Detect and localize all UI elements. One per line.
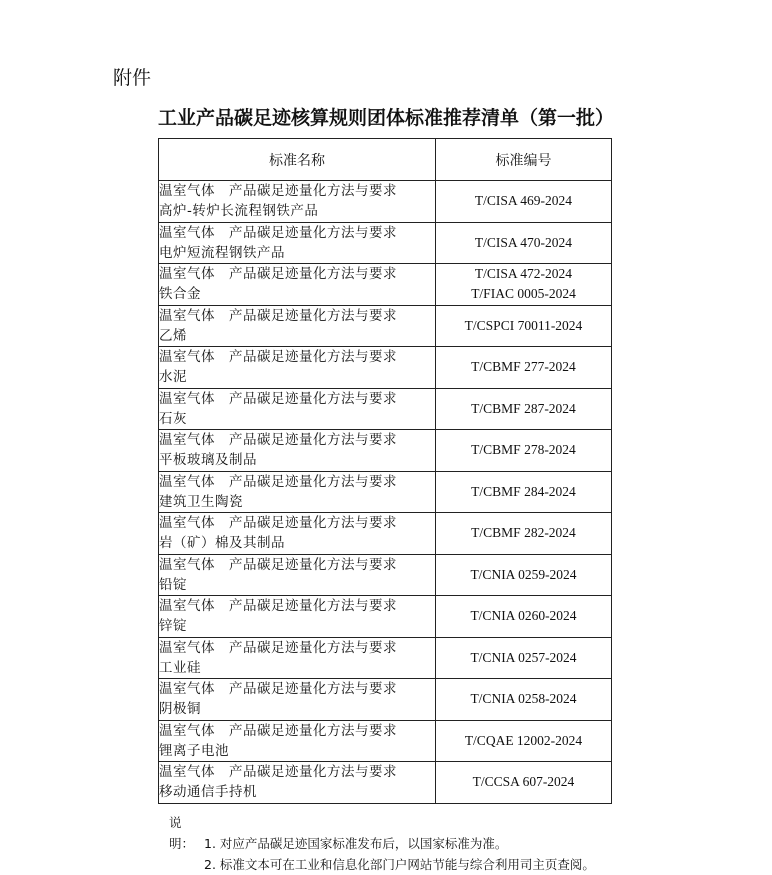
standard-name-line: 温室气体 产品碳足迹量化方法与要求 [159,681,397,698]
standard-code-cell [436,181,612,223]
standard-code: T/CNIA 0258-2024 [470,691,577,707]
standard-name-line: 平板玻璃及制品 [159,452,257,469]
standard-code: T/CISA 469-2024 [474,193,573,209]
table-row [159,222,612,264]
standard-name-line: 温室气体 产品碳足迹量化方法与要求 [159,349,397,366]
standard-code: T/CNIA 0257-2024 [470,649,577,665]
standard-name-line: 铁合金 [159,286,201,303]
standard-code: T/CNIA 0259-2024 [470,566,577,582]
standard-name-cell [159,679,436,721]
column-header-name: 标准名称 [159,139,436,181]
standard-code: T/FIAC 0005-2024 [471,286,576,302]
standard-code-cell [436,720,612,762]
standard-code: T/CNIA 0260-2024 [470,608,577,624]
table-row [159,388,612,430]
notes [169,812,595,875]
standard-name-line: 温室气体 产品碳足迹量化方法与要求 [159,307,397,324]
standard-name-line: 工业硅 [159,659,201,676]
column-header-code: 标准编号 [436,139,612,181]
standard-name-cell [159,264,436,306]
standard-name-line: 温室气体 产品碳足迹量化方法与要求 [159,224,397,241]
standard-code: T/CISA 472-2024 [474,266,573,282]
standard-code-cell [436,513,612,555]
standard-name-line: 建筑卫生陶瓷 [159,493,243,510]
standard-code-cell [436,347,612,389]
standard-name-line: 高炉-转炉长流程钢铁产品 [159,203,319,220]
standard-code-cell [436,430,612,472]
table-header-row [159,139,612,181]
table-row [159,679,612,721]
standard-name-line: 温室气体 产品碳足迹量化方法与要求 [159,722,397,739]
standard-code-cell [436,762,612,804]
standard-name-cell [159,305,436,347]
table-row [159,762,612,804]
standard-name-cell [159,637,436,679]
standard-code-cell [436,305,612,347]
standard-code: T/CBMF 277-2024 [471,359,576,375]
standard-name-cell [159,554,436,596]
standard-name-line: 温室气体 产品碳足迹量化方法与要求 [159,473,397,490]
standard-name-line: 温室气体 产品碳足迹量化方法与要求 [159,390,397,407]
standard-name-line: 阴极铜 [159,701,201,718]
note-2 [169,854,595,875]
standard-name-cell [159,762,436,804]
standard-code-cell [436,679,612,721]
standard-name-cell [159,471,436,513]
standard-name-line: 温室气体 产品碳足迹量化方法与要求 [159,432,397,449]
standards-table [158,138,612,804]
standard-name-line: 锌锭 [159,618,187,635]
standard-code-cell [436,471,612,513]
table-row [159,471,612,513]
table-row [159,264,612,306]
table-row [159,430,612,472]
standard-code: T/CBMF 278-2024 [471,442,576,458]
standard-name-line: 温室气体 产品碳足迹量化方法与要求 [159,639,397,656]
note-1 [169,812,595,854]
standard-code: T/CCSA 607-2024 [472,774,575,790]
standard-name-line: 乙烯 [159,327,187,344]
standard-name-cell [159,720,436,762]
table-row [159,596,612,638]
standard-code: T/CSPCI 70011-2024 [464,317,583,333]
standard-name-cell [159,347,436,389]
standard-name-line: 温室气体 产品碳足迹量化方法与要求 [159,183,397,200]
standard-code: T/CISA 470-2024 [474,234,573,250]
note-text: 2. 标准文本可在工业和信息化部门户网站节能与综合利用司主页查阅。 [204,857,595,872]
standard-name-cell [159,596,436,638]
note-text: 1. 对应产品碳足迹国家标准发布后，以国家标准为准。 [204,836,508,851]
standard-name-line: 石灰 [159,410,187,427]
standard-code-cell [436,637,612,679]
standard-name-cell [159,181,436,223]
page-title: 工业产品碳足迹核算规则团体标准推荐清单（第一批） [157,107,614,129]
standard-code-cell [436,596,612,638]
standard-code: T/CQAE 12002-2024 [464,732,583,748]
table-row [159,181,612,223]
standard-name-line: 铅锭 [159,576,187,593]
standard-code: T/CBMF 287-2024 [471,400,576,416]
standard-name-line: 锂离子电池 [159,742,229,759]
standard-code: T/CBMF 282-2024 [471,525,576,541]
standard-name-line: 温室气体 产品碳足迹量化方法与要求 [159,515,397,532]
standard-name-cell [159,513,436,555]
standard-name-line: 电炉短流程钢铁产品 [159,244,285,261]
table-row [159,554,612,596]
standard-name-line: 移动通信手持机 [159,784,257,801]
standard-name-line: 温室气体 产品碳足迹量化方法与要求 [159,556,397,573]
standard-name-line: 温室气体 产品碳足迹量化方法与要求 [159,598,397,615]
table-row [159,305,612,347]
table-row [159,513,612,555]
table-row [159,637,612,679]
attachment-label: 附件 [113,67,152,89]
standard-code: T/CBMF 284-2024 [471,483,576,499]
standard-code-cell [436,554,612,596]
standard-name-cell [159,430,436,472]
table-row [159,347,612,389]
standard-name-line: 岩（矿）棉及其制品 [159,535,285,552]
notes-label: 说明： [169,815,195,851]
standard-name-line: 温室气体 产品碳足迹量化方法与要求 [159,764,397,781]
standard-name-cell [159,388,436,430]
standard-name-line: 水泥 [159,369,187,386]
standard-name-line: 温室气体 产品碳足迹量化方法与要求 [159,266,397,283]
standard-name-cell [159,222,436,264]
table-row [159,720,612,762]
standard-code-cell [436,264,612,306]
standard-code-cell [436,222,612,264]
standard-code-cell [436,388,612,430]
